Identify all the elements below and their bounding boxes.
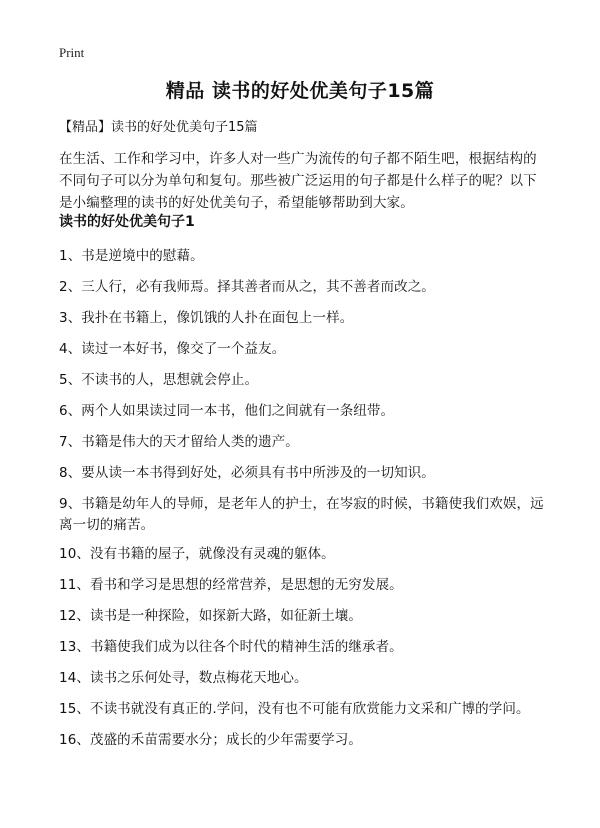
list-item: 9、书籍是幼年人的导师，是老年人的护士，在岑寂的时候，书籍使我们欢娱，远离一切的痛苦。 <box>59 496 544 533</box>
page-title: 精品 读书的好处优美句子15篇 <box>165 80 435 102</box>
list-item: 14、读书之乐何处寻，数点梅花天地心。 <box>59 670 308 686</box>
list-item: 6、两个人如果读过同一本书，他们之间就有一条纽带。 <box>59 403 395 419</box>
intro-paragraph: 在生活、工作和学习中，许多人对一些广为流传的句子都不陌生吧，根据结构的不同句子可以分为单句和复句。那些被广泛运用的句子都是什么样子的呢？以下是小编整理的读书的好处优美句子，希望能够帮助到大家。 <box>59 151 537 211</box>
list-item: 8、要从读一本书得到好处，必须具有书中所涉及的一切知识。 <box>59 465 435 481</box>
print-link[interactable]: Print <box>59 45 85 60</box>
list-item: 13、书籍使我们成为以往各个时代的精神生活的继承者。 <box>59 639 403 655</box>
list-item: 4、读过一本好书，像交了一个益友。 <box>59 341 286 357</box>
list-item: 3、我扑在书籍上，像饥饿的人扑在面包上一样。 <box>59 310 354 326</box>
list-item: 12、读书是一种探险，如探新大路，如征新土壤。 <box>59 608 362 624</box>
sentence-list <box>59 246 549 761</box>
list-item: 5、不读书的人，思想就会停止。 <box>59 372 259 388</box>
list-item: 15、不读书就没有真正的.学问，没有也不可能有欣赏能力文采和广博的学问。 <box>59 701 530 717</box>
list-item: 2、三人行，必有我师焉。择其善者而从之，其不善者而改之。 <box>59 279 435 295</box>
list-item: 7、书籍是伟大的天才留给人类的遗产。 <box>59 434 299 450</box>
list-item: 1、书是逆境中的慰藉。 <box>59 248 204 264</box>
list-item: 10、没有书籍的屋子，就像没有灵魂的躯体。 <box>59 546 335 562</box>
list-item: 16、茂盛的禾苗需要水分；成长的少年需要学习。 <box>59 732 362 748</box>
document-subtitle: 【精品】读书的好处优美句子15篇 <box>59 120 258 135</box>
section-heading: 读书的好处优美句子1 <box>59 214 195 230</box>
list-item: 11、看书和学习是思想的经常营养，是思想的无穷发展。 <box>59 577 403 593</box>
